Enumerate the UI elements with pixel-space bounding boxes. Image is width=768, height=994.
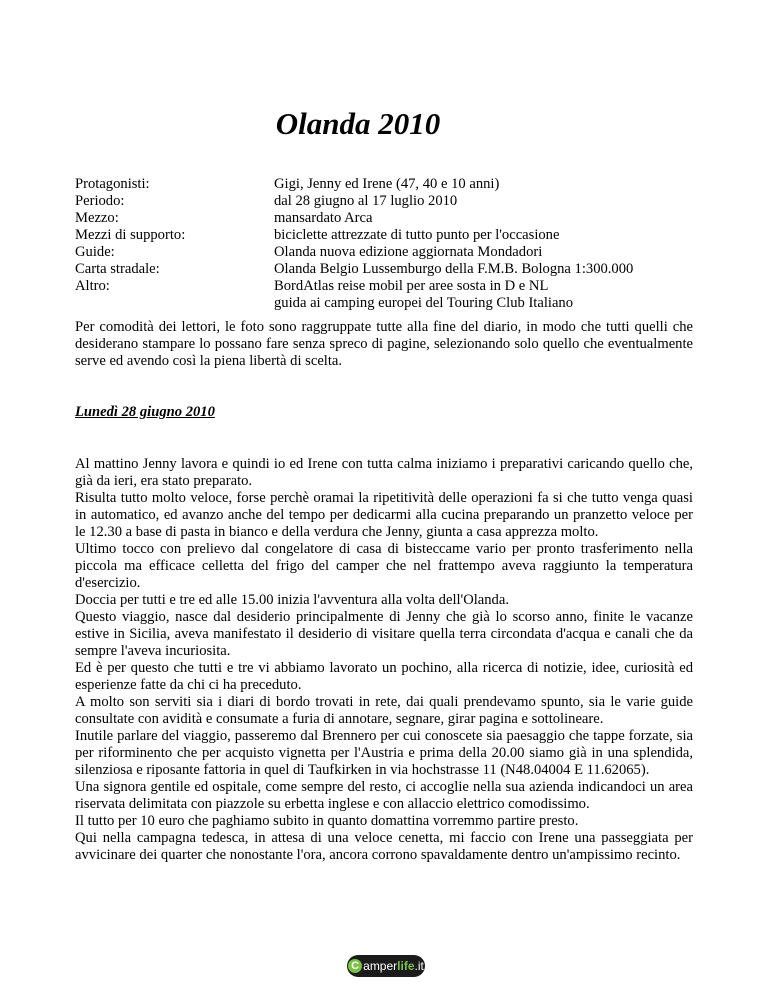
diary-paragraph: Al mattino Jenny lavora e quindi io ed Irene con tutta calma iniziamo i preparativi caricando quello che, già da ieri, era stato preparato.: [75, 456, 693, 489]
diary-paragraph: Ultimo tocco con prelievo dal congelatore di casa di bisteccame vario per pronto trasferimento nella piccola ma efficace celletta del frigo del camper che nel frattempo aveva raggiunto la temperatura d'esercizio.: [75, 541, 693, 591]
meta-row: [75, 261, 715, 278]
intro-paragraph: Per comodità dei lettori, le foto sono raggruppate tutte alla fine del diario, in modo che tutti quelli che desiderano stampare lo possano fare senza spreco di pagine, selezionando solo quello che eventualmente serve ed avendo così la piena libertà di scelta.: [75, 319, 693, 369]
meta-value: BordAtlas reise mobil per aree sosta in D e NL: [274, 278, 549, 294]
meta-row: [75, 193, 715, 210]
logo-text-tld: .it: [414, 959, 424, 973]
meta-extra-value: guida ai camping europei del Touring Club Italiano: [274, 295, 574, 311]
meta-value: biciclette attrezzate di tutto punto per l'occasione: [274, 227, 560, 243]
trip-info-table: [75, 176, 715, 312]
diary-paragraph: Il tutto per 10 euro che paghiamo subito in quanto domattina vorremmo partire presto.: [75, 813, 579, 829]
meta-label: Mezzi di supporto:: [75, 227, 186, 243]
logo-text-main: amper: [363, 959, 398, 973]
meta-label: Altro:: [75, 278, 110, 294]
meta-row: [75, 227, 715, 244]
meta-label: Protagonisti:: [75, 176, 150, 192]
meta-label: Periodo:: [75, 193, 125, 209]
diary-paragraph: Ed è per questo che tutti e tre vi abbiamo lavorato un pochino, alla ricerca di notizie, idee, curiosità ed esperienze fatte da chi ci ha preceduto.: [75, 660, 693, 693]
meta-label: Guide:: [75, 244, 115, 260]
diary-paragraph: A molto son serviti sia i diari di bordo trovati in rete, dai quali prendevamo spunto, sia le varie guide consultate con avidità e consumate a furia di annotare, segnare, girar pagina e sottolineare.: [75, 694, 693, 727]
diary-paragraph: Inutile parlare del viaggio, passeremo dal Brennero per cui conoscete sia paesaggio che tappe forzate, sia per riforminento che per acquisto vignetta per l'Austria e prima della 20.00 siamo già in una splendida, silenziosa e riposante fattoria in quel di Taufkirken in via hochstrasse 11 (N48.04004 E 11.62065).: [75, 728, 693, 778]
meta-label: Carta stradale:: [75, 261, 160, 277]
diary-paragraph: Questo viaggio, nasce dal desiderio principalmente di Jenny che già lo scorso anno, finite le vacanze estive in Sicilia, aveva manifestato il desiderio di visitare quella terra circondata d'acqua e canali che da sempre l'aveva incuriosita.: [75, 609, 693, 659]
meta-value: Olanda Belgio Lussemburgo della F.M.B. Bologna 1:300.000: [274, 261, 634, 277]
camperlife-logo: [347, 955, 425, 977]
diary-body: [75, 456, 693, 864]
meta-row: [75, 244, 715, 261]
logo-letter: C: [348, 959, 362, 973]
meta-row: [75, 210, 715, 227]
document-title: Olanda 2010: [275, 106, 441, 141]
meta-label: Mezzo:: [75, 210, 119, 226]
meta-row: [75, 176, 715, 193]
meta-value: dal 28 giugno al 17 luglio 2010: [274, 193, 458, 209]
diary-paragraph: Risulta tutto molto veloce, forse perchè oramai la ripetitività delle operazioni fa si che tutto venga quasi in automatico, ed avanzo anche del tempo per dedicarmi alla cucina preparando un pranzetto veloce per le 12.30 a base di pasta in bianco e della verdura che Jenny, giunta a casa apprezza molto.: [75, 490, 693, 540]
diary-paragraph: Una signora gentile ed ospitale, come sempre del resto, ci accoglie nella sua azienda indicandoci un area riservata delimitata con piazzole su erbetta inglese e con allaccio elettrico comodissimo.: [75, 779, 693, 812]
date-heading: Lunedì 28 giugno 2010: [75, 404, 215, 420]
logo-text-accent: life: [397, 959, 415, 973]
meta-row: [75, 278, 715, 295]
meta-value: mansardato Arca: [274, 210, 373, 226]
meta-value: Olanda nuova edizione aggiornata Mondadori: [274, 244, 543, 260]
meta-value: Gigi, Jenny ed Irene (47, 40 e 10 anni): [274, 176, 500, 192]
diary-paragraph: Doccia per tutti e tre ed alle 15.00 inizia l'avventura alla volta dell'Olanda.: [75, 592, 509, 608]
diary-paragraph: Qui nella campagna tedesca, in attesa di una veloce cenetta, mi faccio con Irene una passeggiata per avvicinare dei quarter che nonostante l'ora, ancora corrono spavaldamente dentro un'ampissimo recinto.: [75, 830, 693, 863]
